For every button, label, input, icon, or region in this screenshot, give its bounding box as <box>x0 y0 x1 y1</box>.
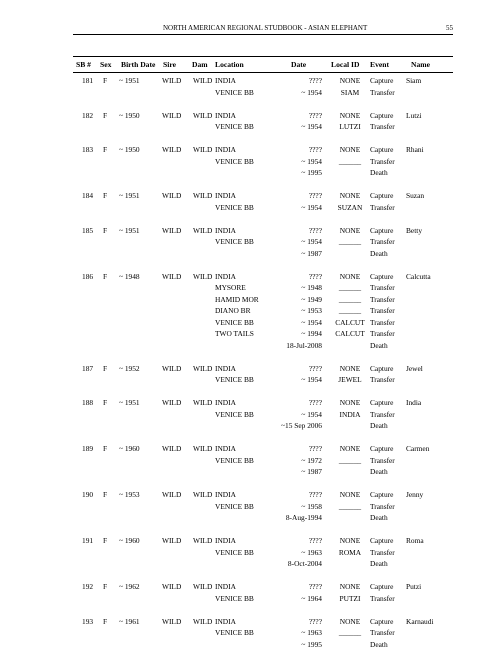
local-id-cell: SIAM <box>340 87 360 97</box>
date-cell: ???? <box>308 145 322 154</box>
birth-date-cell: ~ 1951 <box>119 398 140 407</box>
date-cell: ~ 1964 <box>301 593 322 603</box>
local-id-cell: ______ <box>338 501 362 511</box>
date-cell: ~ 1987 <box>301 248 322 258</box>
record-line <box>0 593 495 605</box>
record-line <box>0 420 495 432</box>
date-cell: 18-Jul-2008 <box>286 340 322 350</box>
date-cell: ???? <box>308 271 322 281</box>
sire-cell: WILD <box>162 582 182 591</box>
sex-cell: F <box>103 363 108 373</box>
name-cell: Siam <box>406 76 422 85</box>
local-id-cell: ______ <box>338 306 362 315</box>
studbook-record <box>0 363 495 386</box>
birth-date-cell: ~ 1951 <box>119 225 140 235</box>
record-line <box>0 501 495 513</box>
date-cell: ???? <box>308 536 322 545</box>
col-name: Name <box>411 60 430 69</box>
local-id-cell: NONE <box>339 582 361 591</box>
sire-cell: WILD <box>162 225 182 235</box>
sb-cell: 185 <box>82 225 94 235</box>
local-id-cell: ______ <box>338 628 362 637</box>
sex-cell: F <box>103 145 108 154</box>
sire-cell: WILD <box>162 76 182 85</box>
event-cell: Transfer <box>370 329 395 338</box>
dam-cell: WILD <box>193 444 213 453</box>
date-cell: ???? <box>308 225 322 235</box>
sire-cell: WILD <box>162 110 182 120</box>
local-id-cell: ______ <box>338 237 362 246</box>
local-id-cell: NONE <box>339 145 361 154</box>
page-header <box>73 23 453 35</box>
event-cell: Transfer <box>370 547 395 557</box>
record-line <box>0 489 495 501</box>
birth-date-cell: ~ 1950 <box>119 145 140 154</box>
local-id-cell: NONE <box>339 616 361 626</box>
sire-cell: WILD <box>162 444 182 453</box>
sb-cell: 184 <box>82 191 94 200</box>
date-cell: ~ 1954 <box>301 375 322 384</box>
event-cell: Death <box>370 513 388 522</box>
sb-cell: 186 <box>82 271 94 281</box>
date-cell: ~ 1954 <box>301 87 322 97</box>
record-line <box>0 271 495 283</box>
record-line <box>0 639 495 651</box>
event-cell: Death <box>370 248 388 258</box>
col-birth-date: Birth Date <box>121 60 156 69</box>
record-line <box>0 202 495 214</box>
col-location: Location <box>215 60 244 69</box>
studbook-record <box>0 616 495 651</box>
event-cell: Transfer <box>370 87 395 97</box>
dam-cell: WILD <box>193 110 213 120</box>
studbook-record <box>0 110 495 133</box>
sb-cell: 189 <box>82 444 94 453</box>
record-line <box>0 328 495 340</box>
studbook-record <box>0 190 495 213</box>
col-sb: SB # <box>76 60 91 69</box>
studbook-record <box>0 144 495 179</box>
event-cell: Capture <box>370 363 394 373</box>
birth-date-cell: ~ 1953 <box>119 490 140 499</box>
birth-date-cell: ~ 1952 <box>119 363 140 373</box>
birth-date-cell: ~ 1962 <box>119 582 140 591</box>
record-line <box>0 363 495 375</box>
date-cell: 8-Aug-1994 <box>285 513 322 522</box>
record-line <box>0 225 495 237</box>
location-cell: VENICE BB <box>215 375 254 384</box>
sex-cell: F <box>103 398 108 407</box>
record-line <box>0 627 495 639</box>
studbook-record <box>0 535 495 570</box>
date-cell: ~15 Sep 2006 <box>281 421 322 430</box>
event-cell: Transfer <box>370 593 395 603</box>
studbook-record <box>0 397 495 432</box>
col-local-id: Local ID <box>331 60 360 69</box>
name-cell: Karnaudi <box>406 616 434 626</box>
local-id-cell: NONE <box>339 363 361 373</box>
location-cell: VENICE BB <box>215 317 254 327</box>
event-cell: Transfer <box>370 306 395 315</box>
record-line <box>0 547 495 559</box>
name-cell: Putzi <box>406 582 422 591</box>
record-line <box>0 512 495 524</box>
sex-cell: F <box>103 582 108 591</box>
local-id-cell: NONE <box>339 444 361 453</box>
date-cell: ~ 1995 <box>301 639 322 649</box>
dam-cell: WILD <box>193 191 213 200</box>
local-id-cell: LUTZI <box>339 122 361 131</box>
location-cell: VENICE BB <box>215 87 254 97</box>
event-cell: Capture <box>370 616 394 626</box>
col-date: Date <box>291 60 307 69</box>
location-cell: INDIA <box>215 145 236 154</box>
sb-cell: 193 <box>82 616 94 626</box>
date-cell: ~ 1994 <box>301 329 322 338</box>
record-line <box>0 110 495 122</box>
birth-date-cell: ~ 1960 <box>119 536 140 545</box>
event-cell: Capture <box>370 536 394 545</box>
local-id-cell: PUTZI <box>339 593 361 603</box>
studbook-record <box>0 75 495 98</box>
event-cell: Capture <box>370 398 394 407</box>
sb-cell: 190 <box>82 490 94 499</box>
date-cell: ???? <box>308 76 322 85</box>
name-cell: Betty <box>406 225 423 235</box>
location-cell: VENICE BB <box>215 628 254 637</box>
event-cell: Transfer <box>370 501 395 511</box>
date-cell: ~ 1954 <box>301 202 322 212</box>
sb-cell: 192 <box>82 582 94 591</box>
date-cell: ~ 1954 <box>301 317 322 327</box>
record-line <box>0 558 495 570</box>
event-cell: Death <box>370 639 388 649</box>
col-sire: Sire <box>163 60 176 69</box>
birth-date-cell: ~ 1948 <box>119 271 140 281</box>
date-cell: ~ 1949 <box>301 294 322 304</box>
event-cell: Capture <box>370 582 394 591</box>
event-cell: Death <box>370 421 388 430</box>
event-cell: Transfer <box>370 294 395 304</box>
location-cell: INDIA <box>215 271 236 281</box>
event-cell: Transfer <box>370 409 395 419</box>
event-cell: Capture <box>370 145 394 154</box>
sb-cell: 181 <box>82 76 94 85</box>
event-cell: Transfer <box>370 122 395 131</box>
event-cell: Transfer <box>370 455 395 465</box>
name-cell: India <box>406 398 422 407</box>
date-cell: ~ 1987 <box>301 467 322 476</box>
record-line <box>0 443 495 455</box>
date-cell: ~ 1954 <box>301 122 322 131</box>
location-cell: VENICE BB <box>215 501 254 511</box>
event-cell: Transfer <box>370 317 395 327</box>
date-cell: ~ 1953 <box>301 306 322 315</box>
record-line <box>0 616 495 628</box>
birth-date-cell: ~ 1960 <box>119 444 140 453</box>
name-cell: Carmen <box>406 444 430 453</box>
location-cell: VENICE BB <box>215 409 254 419</box>
sex-cell: F <box>103 76 108 85</box>
event-cell: Death <box>370 559 388 568</box>
record-line <box>0 144 495 156</box>
sex-cell: F <box>103 110 108 120</box>
table-header <box>73 56 453 73</box>
event-cell: Transfer <box>370 237 395 246</box>
birth-date-cell: ~ 1950 <box>119 110 140 120</box>
date-cell: ???? <box>308 582 322 591</box>
sire-cell: WILD <box>162 490 182 499</box>
location-cell: VENICE BB <box>215 156 254 166</box>
birth-date-cell: ~ 1951 <box>119 191 140 200</box>
record-line <box>0 317 495 329</box>
col-dam: Dam <box>192 60 208 69</box>
location-cell: VENICE BB <box>215 202 254 212</box>
record-line <box>0 397 495 409</box>
date-cell: ~ 1954 <box>301 237 322 246</box>
location-cell: INDIA <box>215 363 236 373</box>
dam-cell: WILD <box>193 582 213 591</box>
event-cell: Death <box>370 168 388 177</box>
sire-cell: WILD <box>162 271 182 281</box>
sex-cell: F <box>103 191 108 200</box>
event-cell: Transfer <box>370 283 395 292</box>
date-cell: 8-Oct-2004 <box>287 559 322 568</box>
record-line <box>0 156 495 168</box>
location-cell: INDIA <box>215 110 236 120</box>
sb-cell: 182 <box>82 110 94 120</box>
birth-date-cell: ~ 1961 <box>119 616 140 626</box>
page-number: 55 <box>446 24 453 32</box>
local-id-cell: CALCUT <box>335 329 365 338</box>
location-cell: MYSORE <box>215 283 246 292</box>
dam-cell: WILD <box>193 76 213 85</box>
date-cell: ~ 1995 <box>301 168 322 177</box>
record-line <box>0 305 495 317</box>
event-cell: Capture <box>370 444 394 453</box>
date-cell: ???? <box>308 616 322 626</box>
name-cell: Rhani <box>406 145 424 154</box>
studbook-record <box>0 489 495 524</box>
location-cell: VENICE BB <box>215 593 254 603</box>
event-cell: Capture <box>370 110 394 120</box>
dam-cell: WILD <box>193 536 213 545</box>
location-cell: INDIA <box>215 536 236 545</box>
record-line <box>0 455 495 467</box>
dam-cell: WILD <box>193 271 213 281</box>
local-id-cell: NONE <box>339 271 361 281</box>
dam-cell: WILD <box>193 398 213 407</box>
record-line <box>0 190 495 202</box>
location-cell: INDIA <box>215 582 236 591</box>
location-cell: HAMID MOR <box>215 294 259 304</box>
location-cell: VENICE BB <box>215 122 254 131</box>
name-cell: Lutzi <box>406 110 422 120</box>
location-cell: VENICE BB <box>215 237 254 246</box>
record-line <box>0 294 495 306</box>
date-cell: ???? <box>308 398 322 407</box>
sb-cell: 191 <box>82 536 94 545</box>
studbook-record <box>0 271 495 352</box>
date-cell: ~ 1963 <box>301 628 322 637</box>
local-id-cell: NONE <box>339 225 361 235</box>
studbook-record <box>0 225 495 260</box>
event-cell: Transfer <box>370 156 395 166</box>
location-cell: INDIA <box>215 191 236 200</box>
sb-cell: 188 <box>82 398 94 407</box>
record-line <box>0 409 495 421</box>
sire-cell: WILD <box>162 616 182 626</box>
name-cell: Calcutta <box>406 271 431 281</box>
record-line <box>0 87 495 99</box>
event-cell: Capture <box>370 225 394 235</box>
local-id-cell: NONE <box>339 490 361 499</box>
page-title: NORTH AMERICAN REGIONAL STUDBOOK - ASIAN ELEPHANT <box>163 24 368 32</box>
event-cell: Transfer <box>370 202 395 212</box>
date-cell: ???? <box>308 363 322 373</box>
date-cell: ???? <box>308 444 322 453</box>
local-id-cell: ______ <box>338 283 362 292</box>
sire-cell: WILD <box>162 145 182 154</box>
date-cell: ???? <box>308 110 322 120</box>
event-cell: Capture <box>370 76 394 85</box>
sex-cell: F <box>103 271 108 281</box>
event-cell: Transfer <box>370 628 395 637</box>
record-line <box>0 374 495 386</box>
sex-cell: F <box>103 225 108 235</box>
record-line <box>0 121 495 133</box>
studbook-record <box>0 581 495 604</box>
record-line <box>0 535 495 547</box>
event-cell: Capture <box>370 490 394 499</box>
date-cell: ~ 1963 <box>301 547 322 557</box>
sire-cell: WILD <box>162 398 182 407</box>
local-id-cell: INDIA <box>339 409 361 419</box>
sex-cell: F <box>103 536 108 545</box>
local-id-cell: NONE <box>339 76 361 85</box>
location-cell: VENICE BB <box>215 547 254 557</box>
sex-cell: F <box>103 444 108 453</box>
studbook-table-body <box>0 75 495 662</box>
local-id-cell: ______ <box>338 156 362 166</box>
local-id-cell: ______ <box>338 294 362 304</box>
event-cell: Death <box>370 340 388 350</box>
record-line <box>0 466 495 478</box>
dam-cell: WILD <box>193 225 213 235</box>
local-id-cell: ______ <box>338 455 362 465</box>
date-cell: ~ 1958 <box>301 501 322 511</box>
local-id-cell: ROMA <box>338 547 362 557</box>
sire-cell: WILD <box>162 363 182 373</box>
dam-cell: WILD <box>193 490 213 499</box>
location-cell: INDIA <box>215 490 236 499</box>
local-id-cell: JEWEL <box>338 375 362 384</box>
event-cell: Death <box>370 467 388 476</box>
record-line <box>0 236 495 248</box>
date-cell: ???? <box>308 490 322 499</box>
location-cell: INDIA <box>215 616 236 626</box>
birth-date-cell: ~ 1951 <box>119 76 140 85</box>
location-cell: INDIA <box>215 76 236 85</box>
location-cell: TWO TAILS <box>215 329 254 338</box>
record-line <box>0 75 495 87</box>
event-cell: Capture <box>370 271 394 281</box>
sire-cell: WILD <box>162 191 182 200</box>
name-cell: Roma <box>406 536 424 545</box>
location-cell: DIANO BR <box>215 306 251 315</box>
event-cell: Capture <box>370 191 394 200</box>
record-line <box>0 167 495 179</box>
location-cell: VENICE BB <box>215 455 254 465</box>
date-cell: ~ 1954 <box>301 409 322 419</box>
col-sex: Sex <box>100 60 112 69</box>
local-id-cell: NONE <box>339 191 361 200</box>
date-cell: ???? <box>308 191 322 200</box>
local-id-cell: NONE <box>339 536 361 545</box>
location-cell: INDIA <box>215 398 236 407</box>
local-id-cell: CALCUT <box>335 317 365 327</box>
sire-cell: WILD <box>162 536 182 545</box>
col-event: Event <box>370 60 389 69</box>
date-cell: ~ 1954 <box>301 156 322 166</box>
local-id-cell: NONE <box>339 398 361 407</box>
record-line <box>0 282 495 294</box>
local-id-cell: SUZAN <box>337 202 363 212</box>
location-cell: INDIA <box>215 225 236 235</box>
record-line <box>0 248 495 260</box>
record-line <box>0 581 495 593</box>
name-cell: Suzan <box>406 191 425 200</box>
location-cell: INDIA <box>215 444 236 453</box>
dam-cell: WILD <box>193 145 213 154</box>
studbook-record <box>0 443 495 478</box>
name-cell: Jewel <box>406 363 423 373</box>
dam-cell: WILD <box>193 363 213 373</box>
sb-cell: 187 <box>82 363 94 373</box>
sex-cell: F <box>103 616 108 626</box>
record-line <box>0 340 495 352</box>
date-cell: ~ 1948 <box>301 283 322 292</box>
dam-cell: WILD <box>193 616 213 626</box>
date-cell: ~ 1972 <box>301 455 322 465</box>
event-cell: Transfer <box>370 375 395 384</box>
name-cell: Jenny <box>406 490 424 499</box>
sb-cell: 183 <box>82 145 94 154</box>
sex-cell: F <box>103 490 108 499</box>
local-id-cell: NONE <box>339 110 361 120</box>
